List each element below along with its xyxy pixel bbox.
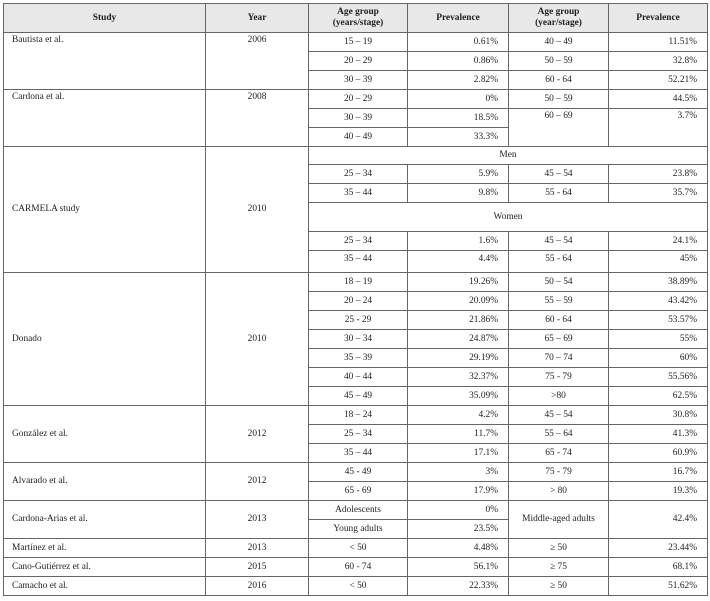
- prevalence-cell: 62.5%: [609, 387, 708, 406]
- prevalence-cell: 1.6%: [408, 232, 509, 251]
- prevalence-cell: 32.37%: [408, 368, 509, 387]
- prevalence-cell: 23.44%: [609, 539, 708, 558]
- year-cell: 2012: [206, 406, 309, 463]
- age-cell: < 50: [309, 539, 408, 558]
- study-cell: Donado: [4, 273, 206, 406]
- age-cell: 60 - 64: [509, 71, 609, 90]
- prevalence-cell: 17.1%: [408, 444, 509, 463]
- table-row: [4, 501, 708, 520]
- prevalence-cell: 21.86%: [408, 311, 509, 330]
- age-cell: 40 – 49: [309, 128, 408, 147]
- age-cell: 55 – 64: [509, 425, 609, 444]
- year-cell: 2010: [206, 273, 309, 406]
- prevalence-cell: 4.2%: [408, 406, 509, 425]
- prevalence-cell: 2.82%: [408, 71, 509, 90]
- table-row: [4, 33, 708, 52]
- prevalence-cell: 53.57%: [609, 311, 708, 330]
- header-age-group-2: Age group (year/stage): [509, 4, 609, 33]
- study-cell: Cano-Gutiérrez et al.: [4, 558, 206, 577]
- age-cell: 30 – 34: [309, 330, 408, 349]
- table-row: [4, 463, 708, 482]
- table-row: [4, 273, 708, 292]
- prevalence-cell: 20.09%: [408, 292, 509, 311]
- prevalence-cell: 0%: [408, 90, 509, 109]
- prevalence-cell: 38.89%: [609, 273, 708, 292]
- prevalence-cell: 41.3%: [609, 425, 708, 444]
- age-cell: 25 - 29: [309, 311, 408, 330]
- prevalence-cell: 35.09%: [408, 387, 509, 406]
- year-cell: 2008: [206, 90, 309, 147]
- age-cell: 45 – 54: [509, 406, 609, 425]
- prevalence-cell: 29.19%: [408, 349, 509, 368]
- prevalence-cell: 17.9%: [408, 482, 509, 501]
- age-cell: 70 – 74: [509, 349, 609, 368]
- age-cell: 55 – 59: [509, 292, 609, 311]
- prevalence-cell: 43.42%: [609, 292, 708, 311]
- age-cell: 35 – 44: [309, 251, 408, 273]
- prevalence-cell: 3.7%: [609, 109, 708, 147]
- prevalence-cell: 5.9%: [408, 165, 509, 184]
- age-cell: 25 – 34: [309, 165, 408, 184]
- prevalence-cell: 24.1%: [609, 232, 708, 251]
- header-age-group-1: Age group (years/stage): [309, 4, 408, 33]
- age-cell: < 50: [309, 577, 408, 596]
- age-cell: 50 – 59: [509, 90, 609, 109]
- age-cell: 65 - 74: [509, 444, 609, 463]
- age-cell: ≥ 50: [509, 577, 609, 596]
- prevalence-cell: 42.4%: [609, 501, 708, 539]
- age-cell: 35 – 44: [309, 444, 408, 463]
- prevalence-cell: 11.51%: [609, 33, 708, 52]
- header-prevalence-1: Prevalence: [408, 4, 509, 33]
- prevalence-cell: 4.48%: [408, 539, 509, 558]
- prevalence-cell: 18.5%: [408, 109, 509, 128]
- age-cell: 45 - 49: [309, 463, 408, 482]
- age-cell: > 80: [509, 482, 609, 501]
- age-cell: 45 – 54: [509, 232, 609, 251]
- age-cell: 15 – 19: [309, 33, 408, 52]
- year-cell: 2015: [206, 558, 309, 577]
- age-cell: >80: [509, 387, 609, 406]
- age-cell: 60 – 69: [509, 109, 609, 147]
- table-row: [4, 90, 708, 109]
- prevalence-cell: 9.8%: [408, 184, 509, 203]
- age-cell: 65 – 69: [509, 330, 609, 349]
- age-cell: 25 – 34: [309, 425, 408, 444]
- age-cell: 50 – 54: [509, 273, 609, 292]
- year-cell: 2013: [206, 539, 309, 558]
- age-cell: 60 - 74: [309, 558, 408, 577]
- prevalence-cell: 51.62%: [609, 577, 708, 596]
- prevalence-cell: 23.5%: [408, 520, 509, 539]
- age-cell: ≥ 75: [509, 558, 609, 577]
- age-cell: 35 – 39: [309, 349, 408, 368]
- prevalence-cell: 23.8%: [609, 165, 708, 184]
- prevalence-cell: 55%: [609, 330, 708, 349]
- prevalence-cell: 60%: [609, 349, 708, 368]
- age-cell: ≥ 50: [509, 539, 609, 558]
- age-cell: 55 - 64: [509, 184, 609, 203]
- year-cell: 2013: [206, 501, 309, 539]
- year-cell: 2010: [206, 147, 309, 273]
- age-cell: 55 - 64: [509, 251, 609, 273]
- prevalence-cell: 30.8%: [609, 406, 708, 425]
- prevalence-cell: 35.7%: [609, 184, 708, 203]
- age-cell: 35 – 44: [309, 184, 408, 203]
- prevalence-cell: 11.7%: [408, 425, 509, 444]
- subgroup-women-label: Women: [309, 203, 708, 232]
- study-cell: Cardona-Arias et al.: [4, 501, 206, 539]
- prevalence-cell: 3%: [408, 463, 509, 482]
- age-cell: 75 - 79: [509, 368, 609, 387]
- age-cell: 65 - 69: [309, 482, 408, 501]
- age-cell: 20 – 29: [309, 90, 408, 109]
- study-cell: Bautista et al.: [4, 33, 206, 90]
- age-cell: 40 – 49: [509, 33, 609, 52]
- study-cell: CARMELA study: [4, 147, 206, 273]
- prevalence-cell: 0.61%: [408, 33, 509, 52]
- header-study: Study: [4, 4, 206, 33]
- prevalence-cell: 45%: [609, 251, 708, 273]
- table-row: [4, 406, 708, 425]
- age-cell: 40 – 44: [309, 368, 408, 387]
- age-cell: 50 – 59: [509, 52, 609, 71]
- age-cell: Middle-aged adults: [509, 501, 609, 539]
- prevalence-cell: 55.56%: [609, 368, 708, 387]
- age-cell: 20 – 29: [309, 52, 408, 71]
- prevalence-cell: 56.1%: [408, 558, 509, 577]
- table-row: [4, 577, 708, 596]
- year-cell: 2012: [206, 463, 309, 501]
- prevalence-cell: 44.5%: [609, 90, 708, 109]
- prevalence-cell: 0.86%: [408, 52, 509, 71]
- age-cell: Young adults: [309, 520, 408, 539]
- age-cell: 25 – 34: [309, 232, 408, 251]
- age-cell: Adolescents: [309, 501, 408, 520]
- age-cell: 60 - 64: [509, 311, 609, 330]
- age-cell: 30 – 39: [309, 109, 408, 128]
- prevalence-cell: 0%: [408, 501, 509, 520]
- prevalence-cell: 52.21%: [609, 71, 708, 90]
- study-cell: Camacho et al.: [4, 577, 206, 596]
- subgroup-men-label: Men: [309, 147, 708, 165]
- age-cell: 30 – 39: [309, 71, 408, 90]
- study-cell: Cardona et al.: [4, 90, 206, 147]
- prevalence-cell: 32.8%: [609, 52, 708, 71]
- prevalence-cell: 19.26%: [408, 273, 509, 292]
- prevalence-cell: 60.9%: [609, 444, 708, 463]
- age-cell: 18 – 19: [309, 273, 408, 292]
- prevalence-cell: 4.4%: [408, 251, 509, 273]
- study-cell: Martínez et al.: [4, 539, 206, 558]
- table-row: [4, 558, 708, 577]
- header-prevalence-2: Prevalence: [609, 4, 708, 33]
- prevalence-cell: 68.1%: [609, 558, 708, 577]
- table-row: [4, 147, 708, 165]
- prevalence-cell: 19.3%: [609, 482, 708, 501]
- age-cell: 45 – 54: [509, 165, 609, 184]
- year-cell: 2006: [206, 33, 309, 90]
- prevalence-cell: 33.3%: [408, 128, 509, 147]
- header-row: [4, 4, 708, 33]
- age-cell: 20 – 24: [309, 292, 408, 311]
- prevalence-cell: 24.87%: [408, 330, 509, 349]
- header-year: Year: [206, 4, 309, 33]
- prevalence-table: [3, 3, 708, 596]
- table-row: [4, 539, 708, 558]
- study-cell: Alvarado et al.: [4, 463, 206, 501]
- age-cell: 75 - 79: [509, 463, 609, 482]
- prevalence-cell: 22.33%: [408, 577, 509, 596]
- study-cell: González et al.: [4, 406, 206, 463]
- age-cell: 18 – 24: [309, 406, 408, 425]
- year-cell: 2016: [206, 577, 309, 596]
- prevalence-cell: 16.7%: [609, 463, 708, 482]
- age-cell: 45 – 49: [309, 387, 408, 406]
